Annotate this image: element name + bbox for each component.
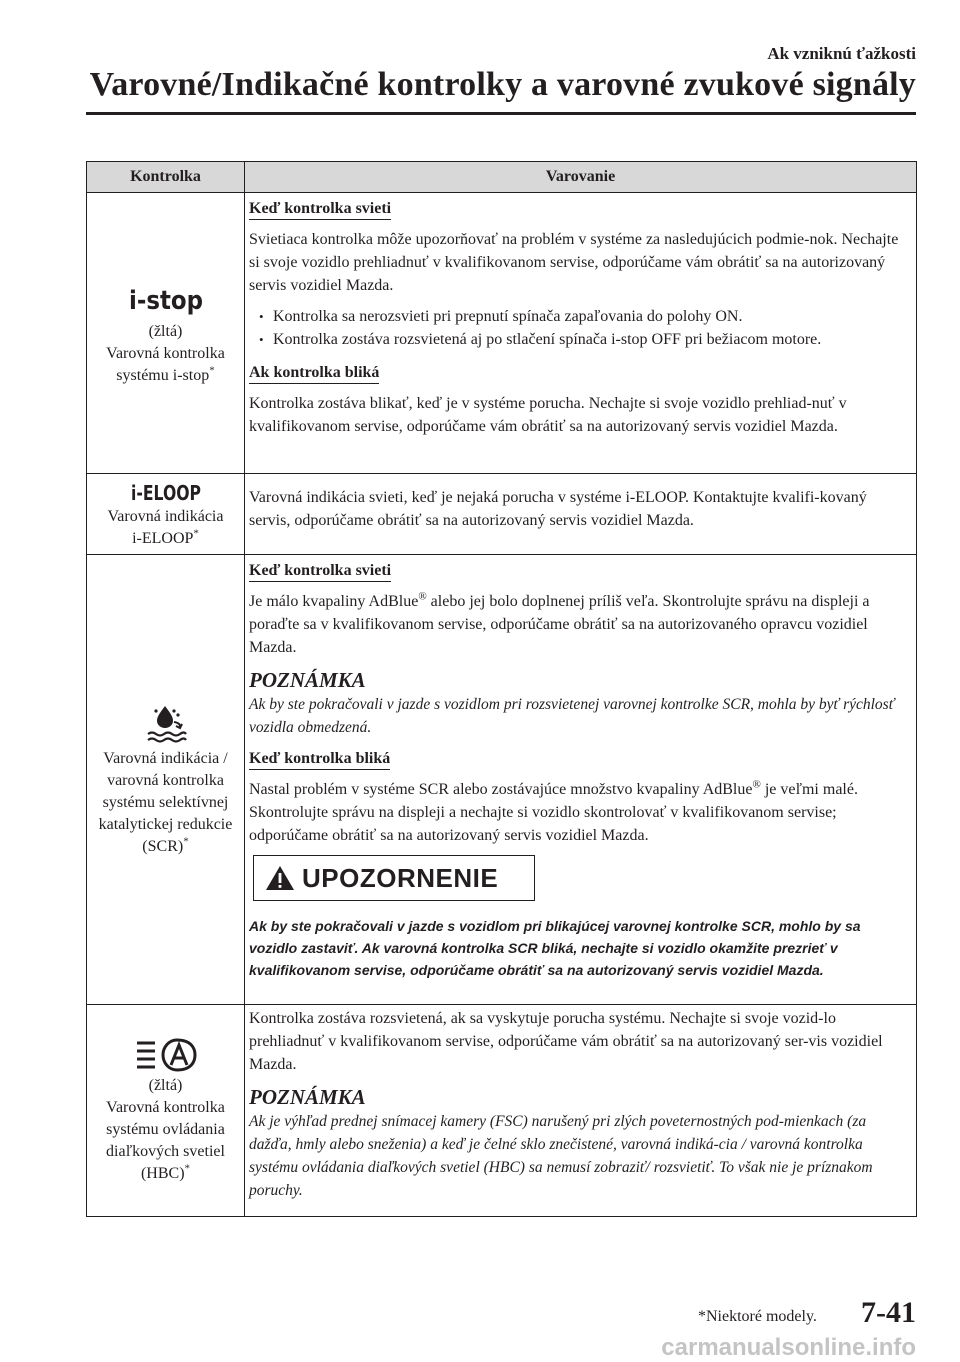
indicator-label-line: diaľkových svetiel [106, 1142, 225, 1160]
svg-text:i-stop: i-stop [128, 286, 203, 316]
indicator-label-line: Varovná kontrolka [106, 1098, 225, 1116]
indicator-label-line: Varovná indikácia / [103, 749, 228, 767]
indicator-label-line: (žltá) [148, 323, 183, 340]
subheading: Keď kontrolka svieti [249, 561, 391, 582]
subheading: Keď kontrolka bliká [249, 749, 390, 770]
header-rule [86, 112, 916, 115]
indicator-cell: i-stop (žltá) Varovná kontrolka systému i-stop* [87, 193, 245, 474]
table-row [87, 1005, 917, 1217]
indicator-label-line: systému selektívnej [102, 793, 229, 811]
bullet-list [249, 305, 912, 351]
indicator-cell: (žltá) Varovná kontrolka systému ovládania diaľkových svetiel (HBC)* [87, 1005, 245, 1217]
caution-box [253, 855, 535, 901]
i-eloop-icon [89, 478, 242, 504]
note-text: Ak by ste pokračovali v jazde s vozidlom pri rozsvietenej varovnej kontrolke SCR, mohla by byť rýchlosť vozidla obmedzená. [249, 696, 895, 736]
indicator-label-line: i-ELOOP [132, 530, 194, 547]
note-title: POZNÁMKA [249, 668, 366, 692]
page-title: Varovné/Indikačné kontrolky a varovné zvukové signály [89, 66, 916, 103]
warning-cell [245, 193, 917, 474]
paragraph: Kontrolka zostáva rozsvietená, ak sa vyskytuje porucha systému. Nechajte si svoje vozid-lo prehliadnuť v kvalifikovanom servise, odporúčame vám obrátiť sa na autorizovaný ser-vis vozidiel Mazda. [249, 1010, 883, 1073]
footnote: *Niektoré modely. [698, 1308, 817, 1325]
list-item: • Kontrolka zostáva rozsvietená aj po stlačení spínača i-stop OFF pri bežiacom motore. [249, 328, 912, 351]
paragraph: Svietiaca kontrolka môže upozorňovať na problém v systéme za nasledujúcich podmie-nok. Nechajte si svoje vozidlo prehliadnuť v kvalifikovanom servise, odporúčame vám obrátiť sa na autorizovaný servis vozidiel Mazda. [249, 231, 899, 294]
indicator-cell: Varovná indikácia / varovná kontrolka systému selektívnej katalytickej redukcie (SCR)* [87, 555, 245, 1005]
indicator-label-line: katalytickej redukcie [98, 815, 233, 833]
table-row [87, 193, 917, 474]
note-text: Ak je výhľad prednej snímacej kamery (FSC) narušený pri zlých poveternostných pod-mienkach (za dažďa, hmly alebo sneženia) a keď je čelné sklo znečistené, varovná indiká-cia / varovná kontrolka systému ovládania diaľkových svetiel (HBC) sa nemusí zobraziť/ rozsvietiť. To však nie je príznakom poruchy. [249, 1113, 873, 1199]
scr-icon [89, 702, 242, 746]
caution-label: UPOZORNENIE [302, 862, 499, 893]
indicator-label-line: systému ovládania [106, 1120, 225, 1138]
column-header-warning: Varovanie [245, 162, 917, 193]
indicator-label-line: (HBC) [140, 1164, 185, 1182]
table-row [87, 474, 917, 555]
warning-cell [245, 555, 917, 1005]
warning-cell [245, 1005, 917, 1217]
note-title: POZNÁMKA [249, 1085, 366, 1109]
paragraph: Nastal problém v systéme SCR alebo zostávajúce množstvo kvapaliny AdBlue® je veľmi malé. Skontrolujte správu na displeji a nechajte si vozidlo skontrolovať v kvalifikovanom servise; odporúčame obrátiť sa na autorizovaný servis vozidiel Mazda. [249, 778, 858, 844]
caution-text: Ak by ste pokračovali v jazde s vozidlom pri blikajúcej varovnej kontrolke SCR, mohlo by sa vozidlo zastaviť. Ak varovná kontrolka SCR bliká, nechajte si vozidlo okamžite prezrieť v kvalifikovanom servise, odporúčame obrátiť sa na autorizovaný servis vozidiel Mazda. [249, 918, 861, 978]
page-number: 7-41 [861, 1296, 916, 1329]
indicator-label-line: varovná kontrolka [107, 771, 224, 789]
i-stop-icon [89, 279, 242, 319]
svg-text:i-ELOOP: i-ELOOP [130, 481, 201, 505]
subheading: Keď kontrolka svieti [249, 199, 391, 220]
warning-table [86, 161, 917, 1217]
indicator-label-line: (SCR) [142, 837, 184, 855]
indicator-label-line: Varovná kontrolka [106, 345, 225, 362]
table-row [87, 555, 917, 1005]
warning-cell [245, 474, 917, 555]
column-header-indicator: Kontrolka [87, 162, 245, 193]
paragraph: Varovná indikácia svieti, keď je nejaká porucha v systéme i-ELOOP. Kontaktujte kvalifi-kovaný servis, odporúčame obrátiť sa na autorizovaný servis vozidiel Mazda. [249, 489, 867, 529]
hbc-icon [89, 1037, 242, 1073]
indicator-cell: i-ELOOP Varovná indikácia i-ELOOP* [87, 474, 245, 555]
list-item: • Kontrolka sa nerozsvieti pri prepnutí spínača zapaľovania do polohy ON. [249, 305, 912, 328]
indicator-label-line: systému i-stop [116, 367, 210, 384]
subheading: Ak kontrolka bliká [249, 363, 379, 384]
indicator-label-line: (žltá) [148, 1076, 183, 1094]
paragraph: Je málo kvapaliny AdBlue® alebo jej bolo doplnenej príliš veľa. Skontrolujte správu na displeji a poraďte sa v kvalifikovanom servise, odporúčame obrátiť sa na autorizovaného opravcu vozidiel Mazda. [249, 590, 870, 656]
watermark: carmanualsonline.info [661, 1334, 916, 1361]
warning-triangle-icon [264, 864, 296, 892]
section-title: Ak vzniknú ťažkosti [767, 44, 916, 63]
indicator-label-line: Varovná indikácia [107, 508, 224, 525]
paragraph: Kontrolka zostáva blikať, keď je v systéme porucha. Nechajte si svoje vozidlo prehliad-nuť v kvalifikovanom servise, odporúčame vám obrátiť sa na autorizovaný servis vozidiel Mazda. [249, 395, 847, 435]
